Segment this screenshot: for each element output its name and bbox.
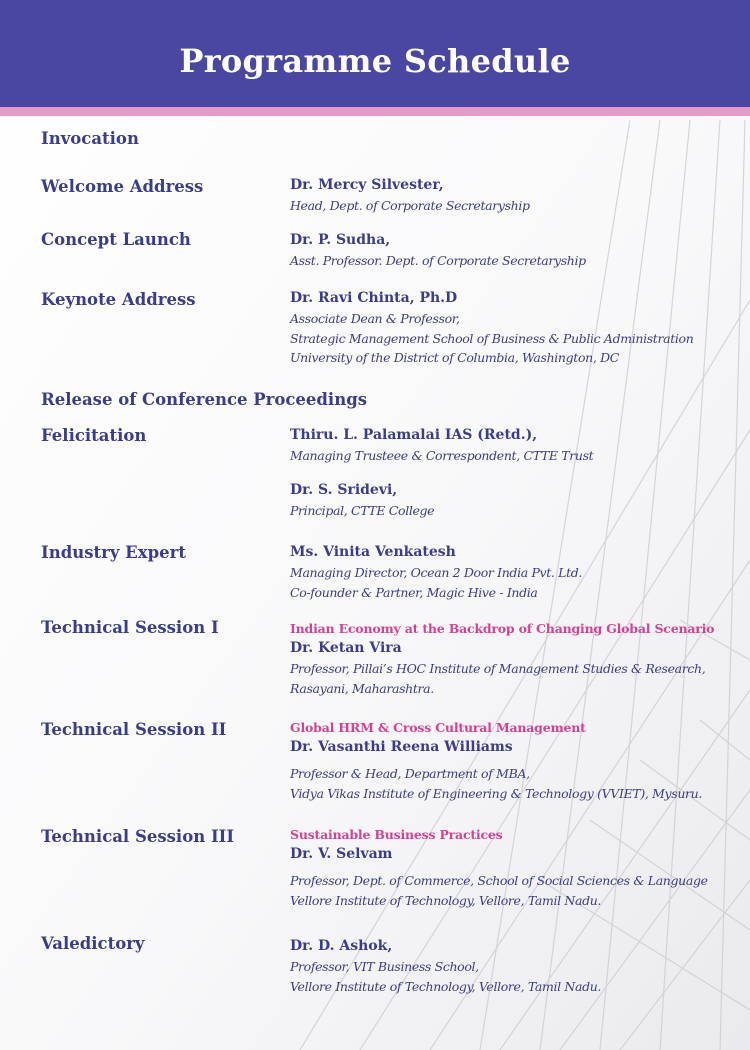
schedule-label-invocation: Invocation [41,129,139,148]
speaker-role: Vellore Institute of Technology, Vellore, Tamil Nadu. [290,892,602,908]
session-topic: Global HRM & Cross Cultural Management [290,720,586,735]
speaker-role: Asst. Professor. Dept. of Corporate Secretaryship [290,253,586,268]
schedule-label-concept: Concept Launch [41,230,191,249]
session-topic: Sustainable Business Practices [290,827,503,842]
schedule-entry-valedictory [290,936,745,996]
speaker-name: Thiru. L. Palamalai IAS (Retd.), [290,427,538,443]
speaker-name: Dr. P. Sudha, [290,232,391,248]
speaker-name: Dr. Mercy Silvester, [290,177,444,193]
speaker-role: Professor, VIT Business School, [290,959,479,974]
speaker-name: Ms. Vinita Venkatesh [290,544,456,560]
schedule-entry-technical-session-1 [290,619,745,698]
speaker-name: Dr. Ravi Chinta, Ph.D [290,290,458,306]
schedule-label-technical-session-3: Technical Session III [41,827,235,846]
schedule-label-keynote: Keynote Address [41,290,196,309]
schedule-entry-technical-session-2 [290,718,745,803]
speaker-role: University of the District of Columbia, Washington, DC [290,350,619,365]
speaker-name: Dr. Vasanthi Reena Williams [290,739,513,755]
schedule-label-release: Release of Conference Proceedings [41,390,368,409]
speaker-role: Managing Trusteee & Correspondent, CTTE Trust [290,448,594,463]
speaker-role: Professor, Dept. of Commerce, School of Social Sciences & Language [290,873,708,888]
schedule-label-technical-session-1: Technical Session I [41,618,219,637]
speaker-role: Professor, Pillai’s HOC Institute of Management Studies & Research, [290,661,706,676]
speaker-name: Dr. D. Ashok, [290,938,393,954]
speaker-role: Co-founder & Partner, Magic Hive - India [290,584,538,600]
schedule-entry-concept [290,230,745,271]
speaker-role: Vellore Institute of Technology, Vellore, Tamil Nadu. [290,978,602,994]
schedule-label-industry-expert: Industry Expert [41,543,186,562]
speaker-name: Dr. S. Sridevi, [290,482,398,498]
speaker-role: Associate Dean & Professor, [290,311,460,326]
speaker-role: Principal, CTTE College [290,503,435,518]
speaker-role: Vidya Vikas Institute of Engineering & Technology (VVIET), Mysuru. [290,785,702,801]
speaker-name: Dr. V. Selvam [290,846,393,862]
speaker-role: Head, Dept. of Corporate Secretaryship [290,198,530,213]
schedule-label-technical-session-2: Technical Session II [41,720,227,739]
schedule-entry-welcome [290,175,745,216]
speaker-role: Managing Director, Ocean 2 Door India Pvt. Ltd. [290,565,583,580]
schedule-entry-felicitation-2 [290,480,745,521]
schedule-entry-keynote [290,288,745,368]
schedule-entry-felicitation [290,425,745,466]
schedule-label-felicitation: Felicitation [41,426,147,445]
schedule-label-welcome: Welcome Address [41,177,204,196]
page-title: Programme Schedule [179,41,571,80]
schedule-entry-technical-session-3 [290,825,745,910]
session-topic: Indian Economy at the Backdrop of Changing Global Scenario [290,621,715,636]
speaker-role: Strategic Management School of Business & Public Administration [290,330,694,346]
schedule-label-valedictory: Valedictory [41,934,145,953]
speaker-role: Professor & Head, Department of MBA, [290,766,530,781]
speaker-name: Dr. Ketan Vira [290,640,402,656]
schedule-entry-industry-expert [290,542,745,602]
speaker-role: Rasayani, Maharashtra. [290,680,434,696]
